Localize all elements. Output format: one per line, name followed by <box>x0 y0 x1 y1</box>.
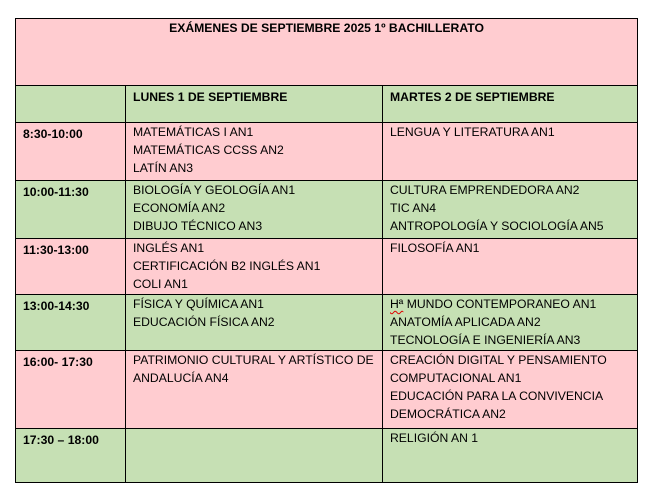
exam-item: LATÍN AN3 <box>133 161 194 175</box>
day1-cell <box>126 181 383 239</box>
day1-header-cell: LUNES 1 DE SEPTIEMBRE <box>126 86 383 123</box>
exam-item: EDUCACIÓN FÍSICA AN2 <box>133 315 275 329</box>
time-cell: 13:00-14:30 <box>16 295 126 351</box>
exam-item: ANDALUCÍA AN4 <box>133 371 229 385</box>
day1-cell <box>126 351 383 429</box>
exam-item: CREACIÓN DIGITAL Y PENSAMIENTO <box>390 353 607 367</box>
exam-item: LENGUA Y LITERATURA AN1 <box>390 125 555 139</box>
schedule-row <box>16 239 638 295</box>
header-row <box>16 86 638 123</box>
day2-header-cell: MARTES 2 DE SEPTIEMBRE <box>383 86 638 123</box>
day1-cell <box>126 429 383 483</box>
schedule-row <box>16 429 638 483</box>
exam-item: ANTROPOLOGÍA Y SOCIOLOGÍA AN5 <box>390 219 604 233</box>
time-cell: 16:00- 17:30 <box>16 351 126 429</box>
exam-item: EDUCACIÓN PARA LA CONVIVENCIA <box>390 389 604 403</box>
day2-cell <box>383 295 638 351</box>
exam-item: DIBUJO TÉCNICO AN3 <box>133 219 263 233</box>
schedule-row <box>16 123 638 181</box>
day1-cell <box>126 123 383 181</box>
exam-item: BIOLOGÍA Y GEOLOGÍA AN1 <box>133 183 296 197</box>
time-cell: 8:30-10:00 <box>16 123 126 181</box>
time-cell: 11:30-13:00 <box>16 239 126 295</box>
exam-item: DEMOCRÁTICA AN2 <box>390 407 506 421</box>
exam-item: COLI AN1 <box>133 277 188 291</box>
time-cell: 17:30 – 18:00 <box>16 429 126 483</box>
exam-item: TIC AN4 <box>390 201 437 215</box>
exam-item: MATEMÁTICAS I AN1 <box>133 125 254 139</box>
exam-item: CERTIFICACIÓN B2 INGLÉS AN1 <box>133 259 321 273</box>
day2-cell <box>383 429 638 483</box>
exam-item <box>390 295 633 313</box>
exam-item: COMPUTACIONAL AN1 <box>390 371 522 385</box>
exam-item: ANATOMÍA APLICADA AN2 <box>390 315 541 329</box>
exam-item: ECONOMÍA AN2 <box>133 201 226 215</box>
exam-item: RELIGIÓN AN 1 <box>390 431 479 445</box>
day1-cell <box>126 239 383 295</box>
time-cell: 10:00-11:30 <box>16 181 126 239</box>
schedule-row <box>16 295 638 351</box>
schedule-row <box>16 181 638 239</box>
exam-item: CULTURA EMPRENDEDORA AN2 <box>390 183 580 197</box>
schedule-row <box>16 351 638 429</box>
exam-schedule-table <box>15 18 638 483</box>
exam-item: PATRIMONIO CULTURAL Y ARTÍSTICO DE <box>133 353 374 367</box>
day2-cell <box>383 239 638 295</box>
exam-item-rest: MUNDO CONTEMPORANEO AN1 <box>403 297 597 311</box>
day2-cell <box>383 351 638 429</box>
time-header-cell <box>16 86 126 123</box>
exam-item: FILOSOFÍA AN1 <box>390 241 480 255</box>
day2-cell <box>383 123 638 181</box>
exam-item: MATEMÁTICAS CCSS AN2 <box>133 143 284 157</box>
exam-item: INGLÉS AN1 <box>133 241 205 255</box>
spellcheck-underlined-text: Hª <box>390 297 404 311</box>
title-row <box>16 19 638 86</box>
day2-cell <box>383 181 638 239</box>
exam-item: FÍSICA Y QUÍMICA AN1 <box>133 297 264 311</box>
exam-item: TECNOLOGÍA E INGENIERÍA AN3 <box>390 333 581 347</box>
day1-cell <box>126 295 383 351</box>
schedule-title: EXÁMENES DE SEPTIEMBRE 2025 1º BACHILLERATO <box>16 19 638 86</box>
